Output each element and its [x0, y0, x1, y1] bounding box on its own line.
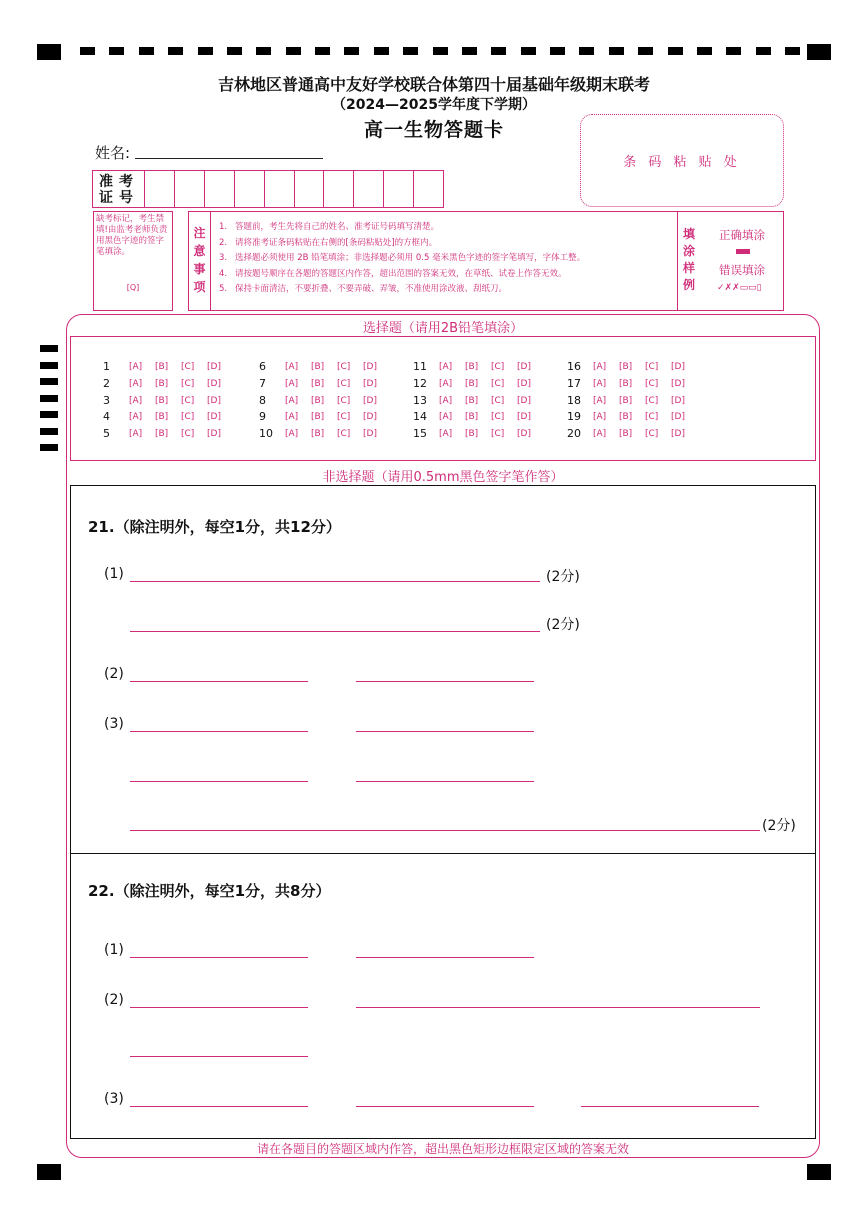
- choice-question-number: 11: [413, 360, 427, 373]
- choice-question-row: [413, 359, 543, 376]
- notice-list: [219, 220, 585, 298]
- choice-option-bubble[interactable]: [C]: [337, 378, 351, 389]
- registration-mark-top-left: [37, 44, 61, 60]
- q22-part3-label: (3): [104, 1091, 124, 1107]
- notice-item: [219, 220, 585, 236]
- choice-option-bubble[interactable]: [B]: [155, 362, 169, 372]
- exam-id-cell[interactable]: [175, 171, 205, 207]
- exam-id-cell[interactable]: [145, 171, 175, 207]
- choice-option-bubble[interactable]: [D]: [207, 429, 221, 440]
- choice-option-bubble[interactable]: [D]: [363, 362, 377, 372]
- notice-item-text: 选择题必须使用 2B 铅笔填涂；非选择题必须用 0.5 毫米黑色字迹的签字笔填写，字体工整。: [235, 253, 586, 263]
- choice-area: [70, 336, 816, 461]
- exam-id-label: 准考 证号: [93, 171, 145, 207]
- choice-question-number: 19: [567, 410, 581, 424]
- choice-option-bubble[interactable]: [A]: [439, 378, 453, 389]
- timing-marks-top: [80, 47, 800, 55]
- exam-id-cell[interactable]: [414, 171, 443, 207]
- notice-item: [219, 282, 585, 298]
- choice-option-bubble[interactable]: [C]: [337, 362, 351, 372]
- choice-option-bubble[interactable]: [A]: [129, 429, 143, 440]
- choice-option-bubble[interactable]: [D]: [517, 395, 531, 406]
- choice-question-row: [413, 409, 543, 426]
- q21-part1-label: (1): [104, 566, 124, 582]
- q22-answer-line[interactable]: [356, 1106, 534, 1107]
- choice-option-bubble[interactable]: [B]: [311, 412, 325, 423]
- choice-option-bubble[interactable]: [C]: [491, 412, 505, 423]
- choice-question-row: [103, 426, 233, 443]
- choice-question-number: 14: [413, 410, 427, 424]
- exam-id-cell[interactable]: [205, 171, 235, 207]
- choice-option-bubble[interactable]: [D]: [671, 362, 685, 372]
- choice-question-row: [103, 359, 233, 376]
- exam-id-grid: [92, 170, 444, 208]
- choice-question-number: 13: [413, 393, 427, 407]
- choice-option-bubble[interactable]: [A]: [593, 378, 607, 389]
- exam-id-cell[interactable]: [295, 171, 325, 207]
- choice-question-number: 18: [567, 393, 581, 407]
- choice-option-bubble[interactable]: [C]: [181, 395, 195, 406]
- choice-option-bubble[interactable]: [C]: [181, 362, 195, 372]
- choice-option-bubble[interactable]: [B]: [155, 378, 169, 389]
- q21-answer-line[interactable]: [130, 731, 308, 732]
- choice-question-row: [259, 376, 389, 393]
- q21-part3-label: (3): [104, 716, 124, 732]
- choice-option-bubble[interactable]: [A]: [285, 362, 299, 372]
- q21-answer-line[interactable]: [356, 781, 534, 782]
- exam-id-cell[interactable]: [384, 171, 414, 207]
- notice-item: [219, 267, 585, 283]
- choice-column: [259, 359, 389, 443]
- exam-title: 吉林地区普通高中友好学校联合体第四十届基础年级期末联考: [217, 75, 650, 94]
- choice-question-number: 20: [567, 427, 581, 441]
- choice-question-row: [259, 359, 389, 376]
- choice-option-bubble[interactable]: [B]: [311, 429, 325, 440]
- choice-option-bubble[interactable]: [B]: [155, 395, 169, 406]
- choice-option-bubble[interactable]: [A]: [129, 378, 143, 389]
- q21-answer-line[interactable]: [130, 781, 308, 782]
- choice-option-bubble[interactable]: [A]: [439, 362, 453, 372]
- choice-option-bubble[interactable]: [C]: [645, 395, 659, 406]
- choice-question-number: 9: [259, 410, 266, 424]
- choice-question-row: [413, 393, 543, 410]
- choice-question-number: 6: [259, 360, 266, 373]
- choice-question-number: 3: [103, 393, 110, 407]
- fill-wrong-marks: ✓✗✗▭▭▯: [717, 283, 762, 293]
- absent-mark-box: [93, 211, 173, 311]
- absent-text: 缺考标记，考生禁填!由监考老师负责用黑色字迹的签字笔填涂。: [96, 214, 168, 257]
- choice-option-bubble[interactable]: [C]: [181, 378, 195, 389]
- choice-question-row: [413, 426, 543, 443]
- choice-option-bubble[interactable]: [A]: [593, 395, 607, 406]
- q21-answer-line[interactable]: [356, 681, 534, 682]
- choice-option-bubble[interactable]: [C]: [491, 378, 505, 389]
- choice-option-bubble[interactable]: [D]: [207, 412, 221, 423]
- choice-option-bubble[interactable]: [D]: [671, 395, 685, 406]
- barcode-area[interactable]: [580, 114, 784, 207]
- notice-item-number: 4.: [219, 268, 228, 279]
- q22-part2-label: (2): [104, 992, 124, 1008]
- choice-question-row: [103, 409, 233, 426]
- choice-option-bubble[interactable]: [B]: [155, 429, 169, 440]
- choice-question-row: [567, 393, 697, 410]
- choice-question-number: 12: [413, 376, 427, 390]
- choice-option-bubble[interactable]: [A]: [129, 395, 143, 406]
- notice-item-number: 2.: [219, 237, 228, 248]
- choice-option-bubble[interactable]: [B]: [465, 378, 479, 389]
- q21-answer-line[interactable]: [130, 830, 760, 831]
- choice-option-bubble[interactable]: [D]: [517, 412, 531, 423]
- choice-option-bubble[interactable]: [D]: [207, 378, 221, 389]
- choice-option-bubble[interactable]: [D]: [207, 395, 221, 406]
- choice-option-bubble[interactable]: [C]: [645, 429, 659, 440]
- barcode-label: 条 码 粘 贴 处: [623, 155, 741, 170]
- notice-item-number: 5.: [219, 284, 228, 294]
- choice-option-bubble[interactable]: [C]: [337, 429, 351, 440]
- registration-mark-bottom-right: [807, 1164, 831, 1180]
- choice-option-bubble[interactable]: [D]: [363, 412, 377, 423]
- choice-option-bubble[interactable]: [D]: [207, 362, 221, 372]
- choice-column: [413, 359, 543, 443]
- choice-option-bubble[interactable]: [B]: [311, 378, 325, 389]
- choice-option-bubble[interactable]: [B]: [465, 412, 479, 423]
- q21-score-note: (2分): [546, 569, 580, 585]
- choice-question-row: [103, 393, 233, 410]
- registration-mark-top-right: [807, 44, 831, 60]
- choice-option-bubble[interactable]: [A]: [593, 412, 607, 423]
- choice-option-bubble[interactable]: [C]: [645, 378, 659, 389]
- notice-item-number: 3.: [219, 253, 228, 263]
- choice-option-bubble[interactable]: [D]: [517, 429, 531, 440]
- choice-question-number: 15: [413, 427, 427, 441]
- notice-item-text: 保持卡面清洁，不要折叠、不要弄破、弄皱，不准使用涂改液、刮纸刀。: [235, 284, 508, 294]
- choice-option-bubble[interactable]: [A]: [593, 362, 607, 372]
- registration-mark-bottom-left: [37, 1164, 61, 1180]
- choice-option-bubble[interactable]: [C]: [337, 395, 351, 406]
- choice-option-bubble[interactable]: [C]: [181, 412, 195, 423]
- choice-option-bubble[interactable]: [B]: [619, 362, 633, 372]
- choice-option-bubble[interactable]: [A]: [439, 395, 453, 406]
- choice-section-title: 选择题（请用2B铅笔填涂）: [362, 321, 524, 336]
- choice-option-bubble[interactable]: [C]: [491, 362, 505, 372]
- notice-item: [219, 251, 585, 267]
- fill-correct-mark: [736, 249, 750, 254]
- choice-option-bubble[interactable]: [C]: [645, 362, 659, 372]
- notice-item-text: 答题前，考生先将自己的姓名、准考证号码填写清楚。: [235, 222, 440, 232]
- q22-answer-line[interactable]: [130, 1007, 308, 1008]
- question-divider: [70, 853, 816, 854]
- q22-answer-line[interactable]: [356, 1007, 760, 1008]
- divider: [677, 212, 678, 310]
- choice-question-row: [259, 426, 389, 443]
- nonchoice-section-title: 非选择题（请用0.5mm黑色签字笔作答）: [322, 470, 564, 485]
- absent-bubble[interactable]: [Q]: [126, 283, 140, 292]
- choice-option-bubble[interactable]: [B]: [619, 378, 633, 389]
- choice-question-number: 8: [259, 393, 266, 407]
- notice-item-text: 请按题号顺序在各题的答题区内作答，超出范围的答案无效，在草纸、试卷上作答无效。: [235, 268, 567, 279]
- q22-part1-label: (1): [104, 942, 124, 958]
- choice-option-bubble[interactable]: [C]: [491, 395, 505, 406]
- choice-option-bubble[interactable]: [B]: [619, 429, 633, 440]
- q22-answer-line[interactable]: [130, 1106, 308, 1107]
- exam-id-cell[interactable]: [324, 171, 354, 207]
- choice-question-row: [103, 376, 233, 393]
- notice-item-number: 1.: [219, 222, 228, 232]
- notice-item: [219, 236, 585, 252]
- name-field[interactable]: [135, 158, 323, 159]
- footer-note: 请在各题目的答题区域内作答，超出黑色矩形边框限定区域的答案无效: [256, 1142, 629, 1156]
- fill-correct-label: 正确填涂: [719, 228, 765, 242]
- choice-question-number: 16: [567, 360, 581, 373]
- choice-option-bubble[interactable]: [D]: [363, 429, 377, 440]
- choice-option-bubble[interactable]: [B]: [465, 362, 479, 372]
- choice-option-bubble[interactable]: [A]: [285, 395, 299, 406]
- choice-option-bubble[interactable]: [A]: [285, 378, 299, 389]
- exam-id-cell[interactable]: [354, 171, 384, 207]
- q21-score-note: (2分): [762, 818, 796, 834]
- choice-question-number: 5: [103, 427, 110, 441]
- q22-answer-line[interactable]: [356, 957, 534, 958]
- choice-option-bubble[interactable]: [B]: [311, 362, 325, 372]
- choice-option-bubble[interactable]: [A]: [285, 412, 299, 423]
- page-title: 高一生物答题卡: [363, 119, 504, 141]
- choice-option-bubble[interactable]: [D]: [517, 362, 531, 372]
- fill-example-title: 填 涂 样 例: [683, 227, 696, 292]
- choice-option-bubble[interactable]: [C]: [337, 412, 351, 423]
- choice-column: [567, 359, 697, 443]
- notice-box: [188, 211, 784, 311]
- notice-item-text: 请将准考证条码粘贴在右侧的[条码粘贴处]的方框内。: [235, 237, 438, 248]
- choice-question-number: 17: [567, 376, 581, 390]
- q22-answer-line[interactable]: [130, 957, 308, 958]
- q21-answer-line[interactable]: [130, 631, 540, 632]
- choice-question-number: 4: [103, 410, 110, 424]
- q22-answer-line[interactable]: [130, 1056, 308, 1057]
- choice-option-bubble[interactable]: [B]: [311, 395, 325, 406]
- choice-question-row: [567, 359, 697, 376]
- choice-option-bubble[interactable]: [C]: [491, 429, 505, 440]
- choice-question-row: [413, 376, 543, 393]
- choice-option-bubble[interactable]: [A]: [439, 412, 453, 423]
- choice-question-row: [259, 409, 389, 426]
- choice-option-bubble[interactable]: [B]: [465, 395, 479, 406]
- choice-question-number: 2: [103, 376, 110, 390]
- q22-heading: 22.（除注明外，每空1分，共8分）: [88, 882, 331, 900]
- choice-question-number: 1: [103, 360, 110, 373]
- choice-column: [103, 359, 233, 443]
- notice-title: 注 意 事 项: [189, 212, 211, 310]
- exam-id-cell[interactable]: [265, 171, 295, 207]
- choice-option-bubble[interactable]: [B]: [619, 395, 633, 406]
- choice-question-row: [567, 426, 697, 443]
- choice-option-bubble[interactable]: [B]: [155, 412, 169, 423]
- choice-question-number: 7: [259, 376, 266, 390]
- choice-option-bubble[interactable]: [D]: [671, 429, 685, 440]
- fill-wrong-label: 错误填涂: [719, 263, 765, 277]
- choice-option-bubble[interactable]: [A]: [129, 412, 143, 423]
- choice-option-bubble[interactable]: [A]: [439, 429, 453, 440]
- choice-option-bubble[interactable]: [D]: [671, 412, 685, 423]
- q21-heading: 21.（除注明外，每空1分，共12分）: [88, 518, 341, 536]
- choice-option-bubble[interactable]: [B]: [619, 412, 633, 423]
- q21-answer-line[interactable]: [130, 681, 308, 682]
- q21-answer-line[interactable]: [130, 581, 540, 582]
- choice-option-bubble[interactable]: [B]: [465, 429, 479, 440]
- q21-answer-line[interactable]: [356, 731, 534, 732]
- choice-question-row: [259, 393, 389, 410]
- choice-option-bubble[interactable]: [A]: [129, 362, 143, 372]
- choice-option-bubble[interactable]: [A]: [285, 429, 299, 440]
- nonchoice-answer-area: [70, 485, 816, 1139]
- timing-marks-side: [40, 345, 58, 461]
- q22-answer-line[interactable]: [581, 1106, 759, 1107]
- choice-option-bubble[interactable]: [D]: [363, 378, 377, 389]
- choice-question-row: [567, 409, 697, 426]
- q21-score-note: (2分): [546, 617, 580, 633]
- name-label: 姓名:: [95, 144, 131, 162]
- choice-option-bubble[interactable]: [A]: [593, 429, 607, 440]
- exam-id-cell[interactable]: [235, 171, 265, 207]
- choice-question-number: 10: [259, 427, 273, 441]
- choice-option-bubble[interactable]: [C]: [645, 412, 659, 423]
- choice-option-bubble[interactable]: [D]: [517, 378, 531, 389]
- choice-option-bubble[interactable]: [C]: [181, 429, 195, 440]
- q21-part2-label: (2): [104, 666, 124, 682]
- choice-option-bubble[interactable]: [D]: [363, 395, 377, 406]
- exam-term: （2024—2025学年度下学期）: [332, 97, 536, 113]
- choice-question-row: [567, 376, 697, 393]
- choice-option-bubble[interactable]: [D]: [671, 378, 685, 389]
